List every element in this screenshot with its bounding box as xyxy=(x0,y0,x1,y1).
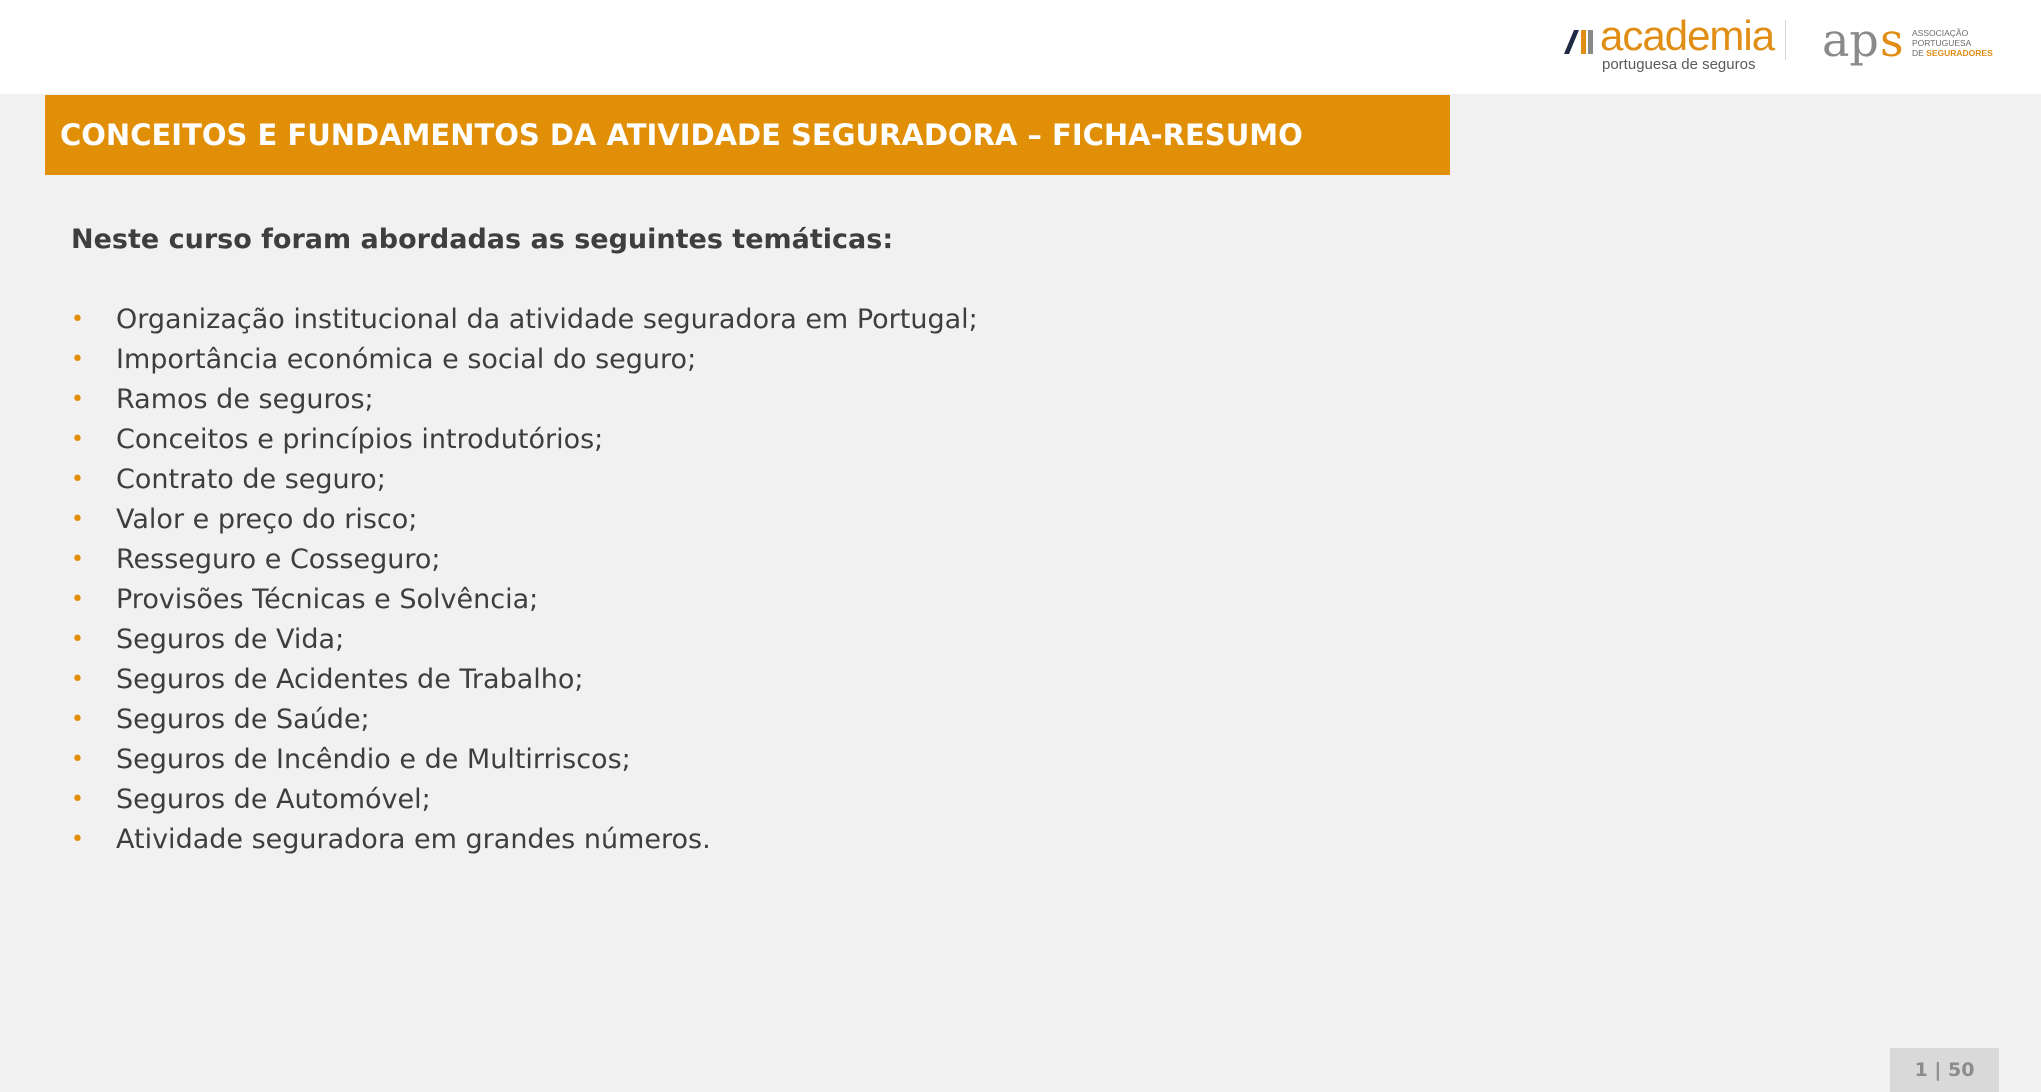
aps-logo-line1: ASSOCIAÇÃO xyxy=(1912,28,1969,38)
topic-label: Ramos de seguros; xyxy=(116,384,374,415)
topic-label: Contrato de seguro; xyxy=(116,464,386,495)
list-item xyxy=(71,540,978,580)
academia-logo-subtitle: portuguesa de seguros xyxy=(1602,56,1756,73)
topic-label: Provisões Técnicas e Solvência; xyxy=(116,584,539,615)
bullet-icon: • xyxy=(71,547,84,572)
list-item xyxy=(71,580,978,620)
aps-logo-letters: ap xyxy=(1822,13,1879,67)
top-header xyxy=(0,0,2041,94)
aps-logo-line3-prefix: DE xyxy=(1912,48,1927,58)
list-item xyxy=(71,780,978,820)
bullet-icon: • xyxy=(71,787,84,812)
bullet-icon: • xyxy=(71,587,84,612)
topics-list xyxy=(71,300,978,860)
list-item xyxy=(71,700,978,740)
logo-divider xyxy=(1785,20,1786,60)
title-banner xyxy=(45,95,1450,175)
list-item xyxy=(71,380,978,420)
page-title: CONCEITOS E FUNDAMENTOS DA ATIVIDADE SEGURADORA – FICHA-RESUMO xyxy=(60,118,1303,152)
bullet-icon: • xyxy=(71,747,84,772)
bullet-icon: • xyxy=(71,347,84,372)
bullet-icon: • xyxy=(71,627,84,652)
aps-logo-line2: PORTUGUESA xyxy=(1912,38,1972,48)
topic-label: Atividade seguradora em grandes números. xyxy=(116,824,711,855)
bullet-icon: • xyxy=(71,427,84,452)
list-item xyxy=(71,420,978,460)
topic-label: Seguros de Vida; xyxy=(116,624,345,655)
page-number: 1 | 50 xyxy=(1890,1048,1999,1092)
topic-label: Organização institucional da atividade seguradora em Portugal; xyxy=(116,304,978,335)
list-item xyxy=(71,620,978,660)
academia-logo-word: academia xyxy=(1600,12,1775,59)
bullet-icon: • xyxy=(71,467,84,492)
aps-logo-letter-s: s xyxy=(1880,13,1904,67)
topic-label: Importância económica e social do seguro; xyxy=(116,344,697,375)
academia-logo xyxy=(1562,12,1775,74)
topic-label: Valor e preço do risco; xyxy=(116,504,418,535)
topic-label: Seguros de Incêndio e de Multirriscos; xyxy=(116,744,631,775)
intro-text: Neste curso foram abordadas as seguintes temáticas: xyxy=(71,224,894,255)
list-item xyxy=(71,340,978,380)
academia-logo-mark-icon xyxy=(1564,24,1598,56)
aps-logo-line3-highlight: SEGURADORES xyxy=(1926,48,1993,58)
list-item xyxy=(71,500,978,540)
aps-logo-line3 xyxy=(1912,48,1993,58)
bullet-icon: • xyxy=(71,707,84,732)
bullet-icon: • xyxy=(71,507,84,532)
topic-label: Conceitos e princípios introdutórios; xyxy=(116,424,604,455)
aps-logo xyxy=(1820,14,2000,74)
list-item xyxy=(71,300,978,340)
topic-label: Resseguro e Cosseguro; xyxy=(116,544,441,575)
list-item xyxy=(71,460,978,500)
bullet-icon: • xyxy=(71,387,84,412)
topic-label: Seguros de Acidentes de Trabalho; xyxy=(116,664,584,695)
bullet-icon: • xyxy=(71,667,84,692)
bullet-icon: • xyxy=(71,827,84,852)
list-item xyxy=(71,660,978,700)
aps-logo-text xyxy=(1912,28,1993,58)
list-item xyxy=(71,740,978,780)
topic-label: Seguros de Automóvel; xyxy=(116,784,431,815)
bullet-icon: • xyxy=(71,307,84,332)
topic-label: Seguros de Saúde; xyxy=(116,704,370,735)
list-item xyxy=(71,820,978,860)
